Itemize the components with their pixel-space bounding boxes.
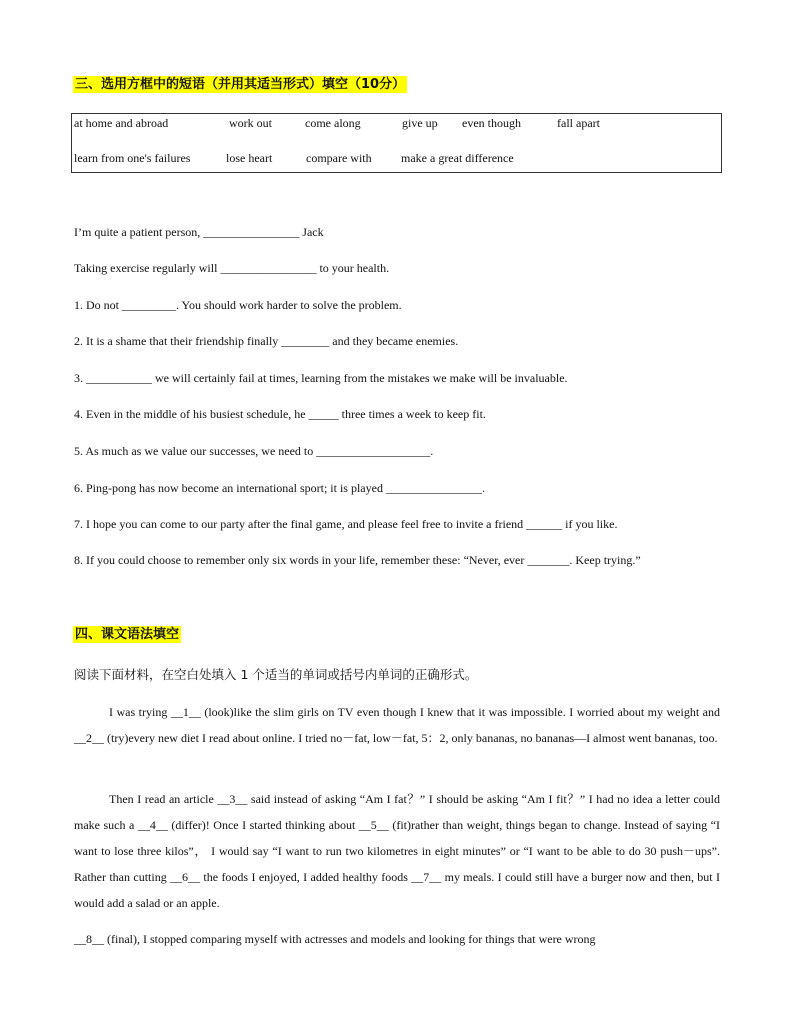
question-item: 2. It is a shame that their friendship finally ________ and they became enemies. xyxy=(74,334,459,348)
phrase: make a great difference xyxy=(401,151,514,165)
phrase: lose heart xyxy=(226,151,273,165)
question-item: 6. Ping-pong has now become an international sport; it is played ________________. xyxy=(74,481,485,495)
passage-paragraph xyxy=(74,926,720,952)
question-item: 4. Even in the middle of his busiest schedule, he _____ three times a week to keep fit. xyxy=(74,407,486,421)
example-line: I’m quite a patient person, ________________ Jack xyxy=(74,225,324,239)
question-item: 1. Do not _________. You should work harder to solve the problem. xyxy=(74,298,402,312)
paragraph-text: I was trying __1__ (look)like the slim girls on TV even though I knew that it was impossible. I worried about my weight and __2__ (try)every new diet I read about online. I tried no－fat, low－fat, 5：2, only bananas, no bananas—I almost went bananas, too. xyxy=(74,705,720,745)
phrase: come along xyxy=(305,116,361,130)
phrase: learn from one's failures xyxy=(74,151,191,165)
phrase: give up xyxy=(402,116,438,130)
phrase: work out xyxy=(229,116,272,130)
phrase: compare with xyxy=(306,151,372,165)
section3-title: 三、选用方框中的短语（并用其适当形式）填空（10分） xyxy=(75,77,406,92)
paragraph-text: Then I read an article __3__ said instead of asking “Am I fat？” I should be asking “Am I fit？” I had no idea a letter could make such a __4__ (differ)! Once I started thinking about __5__ (fit)rather than weight, things began to change. Instead of saying “I want to lose three kilos”， I would say “I want to run two kilometres in eight minutes” or “I want to be able to do 30 push－ups”. Rather than cutting __6__ the foods I enjoyed, I added healthy foods __7__ my meals. I could still have a burger now and then, but I would add a salad or an apple. xyxy=(74,792,720,910)
phrase: at home and abroad xyxy=(74,116,169,130)
passage-paragraph xyxy=(74,699,720,751)
section4-title: 四、课文语法填空 xyxy=(75,627,180,642)
question-item: 5. As much as we value our successes, we need to ___________________. xyxy=(74,444,434,458)
question-item: 7. I hope you can come to our party after the final game, and please feel free to invite a friend ______ if you like. xyxy=(74,517,618,531)
instruction-text: 阅读下面材料，在空白处填入 1 个适当的单词或括号内单词的正确形式。 xyxy=(74,667,478,682)
phrase: fall apart xyxy=(557,116,600,130)
paragraph-text: __8__ (final), I stopped comparing myself with actresses and models and looking for things that were wrong xyxy=(74,932,596,946)
question-item: 8. If you could choose to remember only six words in your life, remember these: “Never, ever _______. Keep trying.” xyxy=(74,553,641,567)
passage-paragraph xyxy=(74,786,720,916)
question-item: 3. ___________ we will certainly fail at times, learning from the mistakes we make will be invaluable. xyxy=(74,371,568,385)
phrase: even though xyxy=(462,116,521,130)
phrase-box xyxy=(71,113,722,173)
example-line: Taking exercise regularly will ________________ to your health. xyxy=(74,261,390,275)
